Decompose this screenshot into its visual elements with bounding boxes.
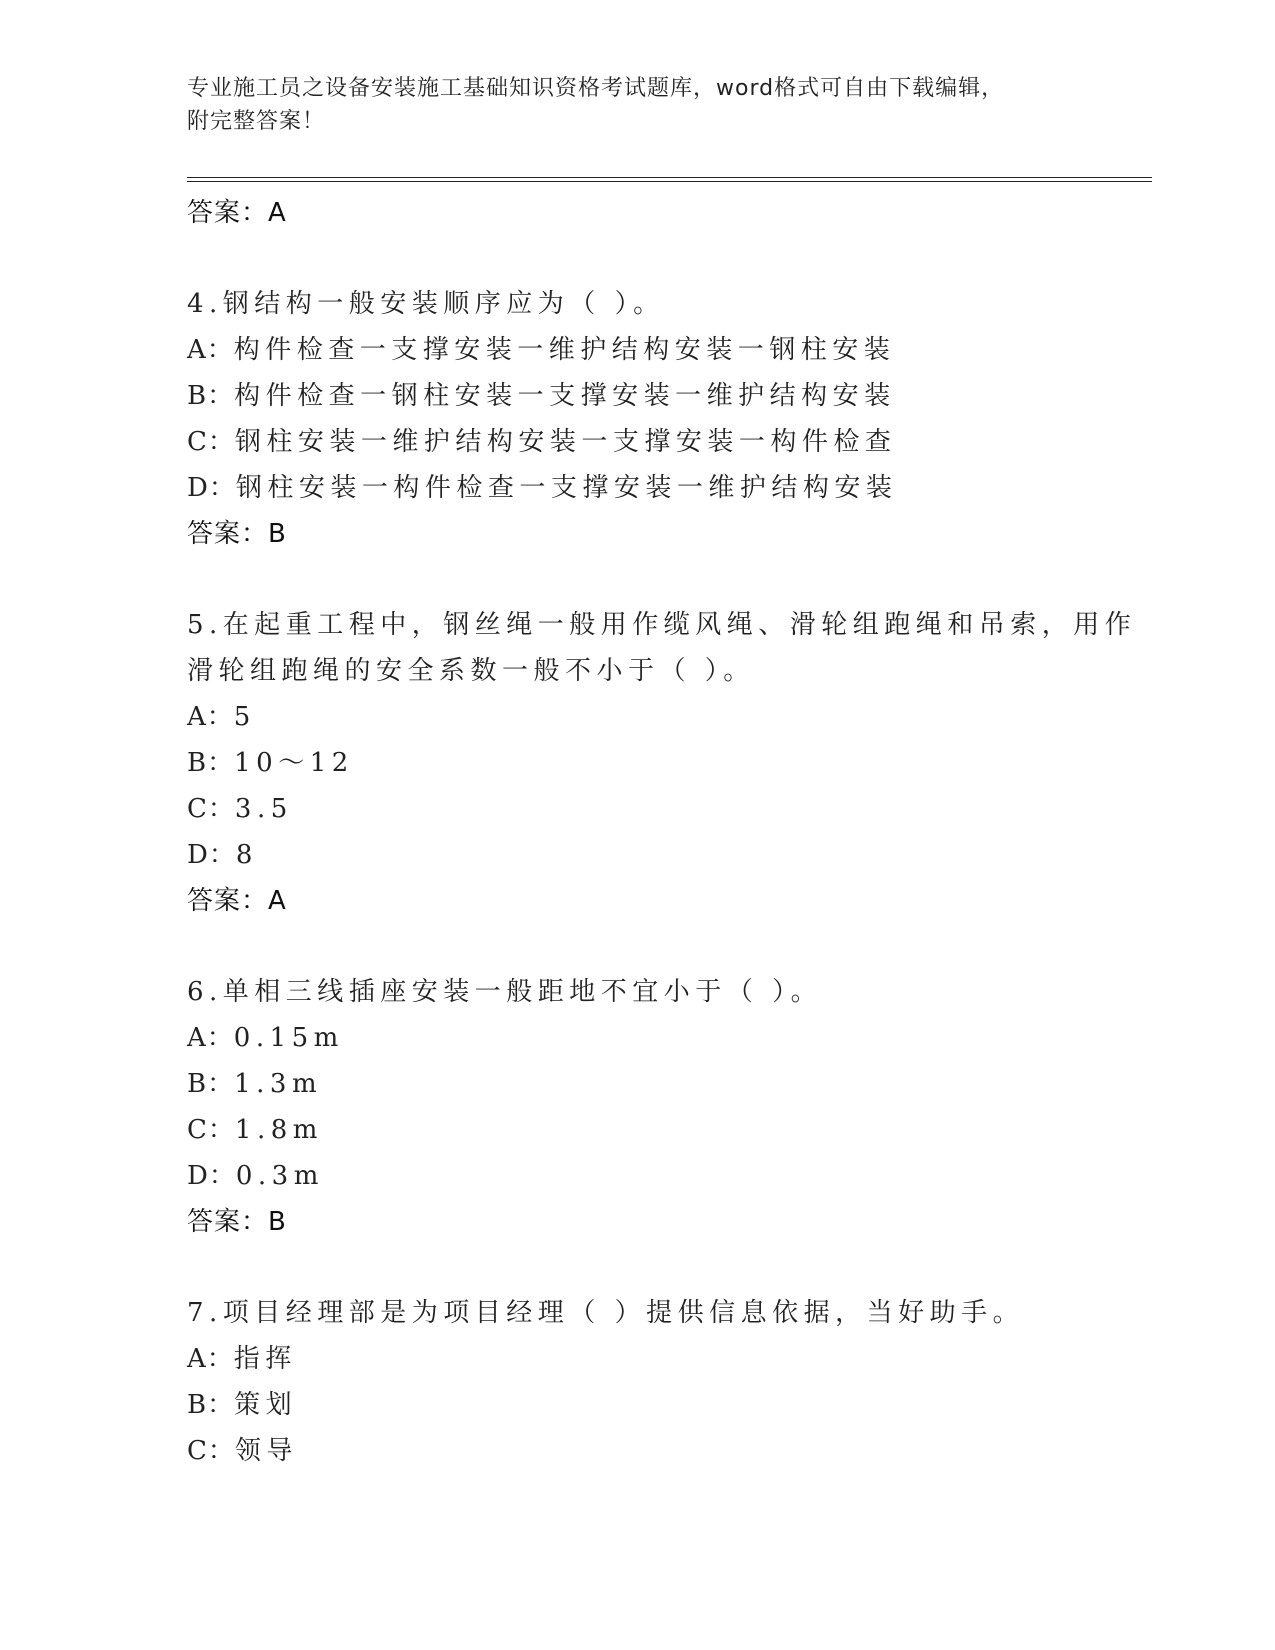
question-5 xyxy=(187,602,1137,924)
question-list xyxy=(187,190,1137,1474)
option-letter: B： xyxy=(187,1390,235,1420)
option-letter: A： xyxy=(187,1023,234,1053)
option-text: 构件检查一钢柱安装一支撑安装一维护结构安装 xyxy=(234,381,896,411)
option-letter: B： xyxy=(187,748,235,778)
option-b xyxy=(187,1382,1087,1428)
option-letter: D： xyxy=(187,840,236,870)
option-text: 0.3m xyxy=(235,1161,324,1191)
option-letter: C： xyxy=(187,1436,235,1466)
document-header xyxy=(187,72,1067,138)
option-letter: A： xyxy=(187,702,234,732)
question-4 xyxy=(187,281,1087,557)
option-d xyxy=(187,1153,1087,1199)
option-d xyxy=(187,465,1087,511)
option-text: 8 xyxy=(235,840,258,870)
question-7 xyxy=(187,1290,1087,1474)
option-b xyxy=(187,1061,1087,1107)
option-letter: A： xyxy=(187,1344,234,1374)
question-6 xyxy=(187,969,1087,1245)
answer-line: 答案：A xyxy=(187,886,287,916)
option-a xyxy=(187,694,1087,740)
option-letter: C： xyxy=(187,794,235,824)
option-text: 钢柱安装一构件检查一支撑安装一维护结构安装 xyxy=(235,473,898,503)
option-letter: C： xyxy=(187,427,235,457)
option-c xyxy=(187,1107,1087,1153)
option-b xyxy=(187,740,1087,786)
option-b xyxy=(187,373,1087,419)
option-letter: D： xyxy=(187,473,236,503)
question-text: 7.项目经理部是为项目经理（ ）提供信息依据，当好助手。 xyxy=(187,1298,1025,1328)
question-text: 6.单相三线插座安装一般距地不宜小于（ ）。 xyxy=(187,977,823,1007)
question-text-continued: 滑轮组跑绳的安全系数一般不小于（ ）。 xyxy=(187,656,755,686)
option-a xyxy=(187,327,1087,373)
option-text: 3.5 xyxy=(234,794,293,824)
option-a xyxy=(187,1336,1087,1382)
option-c xyxy=(187,786,1087,832)
header-line-1: 专业施工员之设备安装施工基础知识资格考试题库，word格式可自由下载编辑， xyxy=(187,76,1005,101)
option-letter: B： xyxy=(187,381,235,411)
option-text: 1.8m xyxy=(234,1115,323,1145)
option-text: 构件检查一支撑安装一维护结构安装一钢柱安装 xyxy=(233,335,896,365)
header-line-2: 附完整答案！ xyxy=(187,109,326,134)
option-text: 领导 xyxy=(234,1436,298,1466)
option-text: 10～12 xyxy=(234,748,354,778)
option-text: 0.15m xyxy=(233,1023,344,1053)
option-letter: C： xyxy=(187,1115,235,1145)
option-a xyxy=(187,1015,1087,1061)
header-divider-bottom xyxy=(187,181,1152,182)
option-text: 钢柱安装一维护结构安装一支撑安装一构件检查 xyxy=(234,427,897,457)
option-letter: D： xyxy=(187,1161,236,1191)
option-d xyxy=(187,832,1087,878)
question-text: 5.在起重工程中，钢丝绳一般用作缆风绳、滑轮组跑绳和吊索，用作 xyxy=(187,610,1137,640)
option-letter: B： xyxy=(187,1069,235,1099)
spacer xyxy=(187,236,1087,281)
option-c xyxy=(187,419,1087,465)
question-text: 4.钢结构一般安装顺序应为（ ）。 xyxy=(187,289,665,319)
option-text: 5 xyxy=(233,702,256,732)
spacer xyxy=(187,924,1087,969)
header-divider-top xyxy=(187,177,1152,178)
spacer xyxy=(187,557,1087,602)
option-text: 指挥 xyxy=(233,1344,297,1374)
spacer xyxy=(187,1245,1087,1290)
option-c xyxy=(187,1428,1087,1474)
option-text: 1.3m xyxy=(234,1069,323,1099)
option-letter: A： xyxy=(187,335,234,365)
answer-line: 答案：B xyxy=(187,1207,287,1237)
option-text: 策划 xyxy=(234,1390,298,1420)
answer-line: 答案：B xyxy=(187,519,287,549)
answer-line: 答案：A xyxy=(187,198,287,228)
